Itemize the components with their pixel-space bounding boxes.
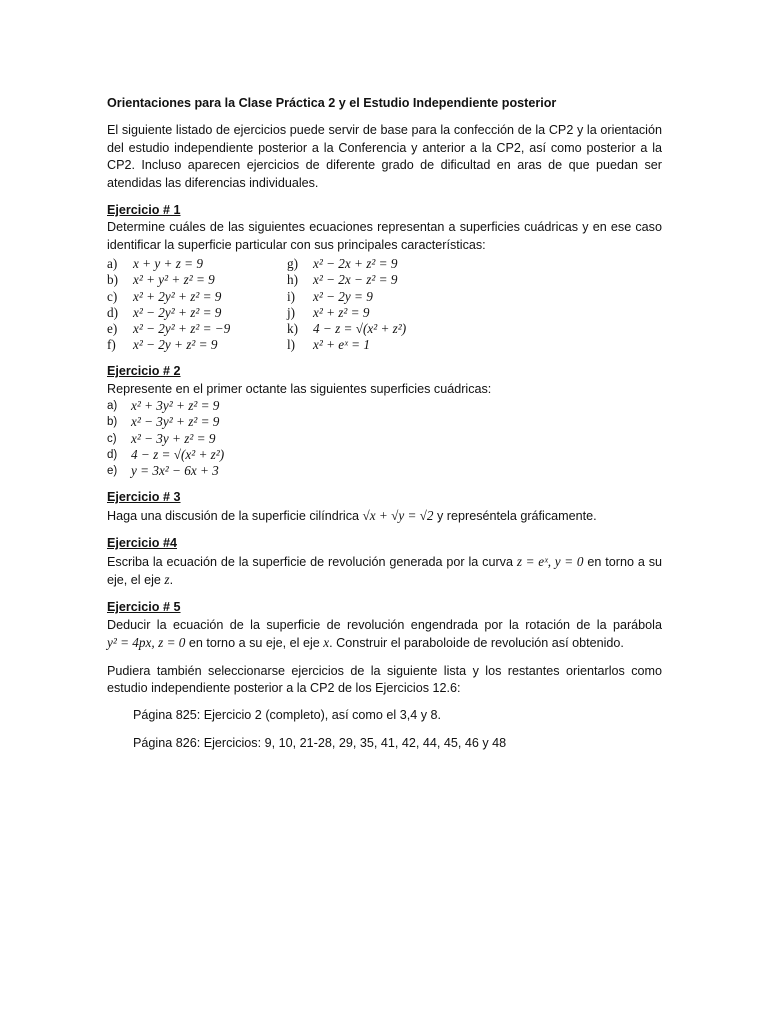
equation-item (107, 321, 287, 337)
exercise-5-heading: Ejercicio # 5 (107, 600, 181, 615)
exercise-4-text-end: . (169, 572, 174, 587)
page-826-reference: Página 826: Ejercicios: 9, 10, 21-28, 29, 35, 41, 42, 44, 45, 46 y 48 (133, 735, 507, 750)
equation-item (107, 431, 662, 447)
equation-item (287, 337, 467, 353)
equation-item (107, 272, 287, 288)
item-letter: j) (287, 304, 296, 320)
equation: x² − 2x − z² = 9 (313, 272, 398, 288)
equation: x² − 2y = 9 (313, 288, 373, 304)
equation: 4 − z = √(x² + z²) (313, 321, 407, 337)
item-letter: c) (107, 432, 117, 445)
exercise-5-parabola: y² = 4px, (107, 635, 155, 651)
equation-item (107, 447, 662, 463)
equation-item (287, 321, 467, 337)
item-letter: h) (287, 272, 298, 288)
equation: 4 − z = √(x² + z²) (131, 446, 225, 462)
exercise-2 (107, 363, 662, 479)
equations-left-column (107, 256, 287, 353)
exercise-3-text-start: Haga una discusión de la superficie cilíndrica (107, 508, 363, 523)
exercise-4-text-start: Escriba la ecuación de la superficie de revolución generada por la curva (107, 554, 517, 569)
equation: x² + y² + z² = 9 (133, 272, 215, 288)
document-content (107, 95, 662, 762)
exercise-1 (107, 202, 662, 353)
exercise-1-text: Determine cuáles de las siguientes ecuaciones representan a superficies cuádricas y en ese caso identificar la superficie particular con sus principales características: (107, 220, 662, 252)
equation-item (287, 256, 467, 272)
exercise-5-axis: x (323, 635, 330, 651)
item-letter: d) (107, 304, 118, 320)
exercise-3-text-end: y represéntela gráficamente. (433, 508, 597, 523)
exercise-4-heading: Ejercicio #4 (107, 536, 178, 551)
equation: x² − 3y + z² = 9 (131, 430, 216, 446)
equation: x² + 3y² + z² = 9 (131, 398, 220, 414)
document-title: Orientaciones para la Clase Práctica 2 y el Estudio Independiente posterior (107, 96, 557, 110)
item-letter: a) (107, 256, 118, 272)
exercise-4-text-mid: en torno a su eje, el eje (107, 554, 663, 587)
equation-item (107, 256, 287, 272)
exercise-1-heading: Ejercicio # 1 (107, 203, 181, 218)
equation-item (287, 289, 467, 305)
exercise-2-heading: Ejercicio # 2 (107, 364, 181, 379)
equation-item (107, 414, 662, 430)
equation: x² + eˣ = 1 (313, 337, 370, 353)
exercise-3-text (107, 507, 662, 525)
equation: x² − 2y² + z² = 9 (133, 304, 222, 320)
item-letter: b) (107, 416, 118, 429)
exercise-2-equations (107, 398, 662, 479)
item-letter: a) (107, 400, 118, 413)
exercise-5 (107, 599, 662, 652)
equation: x² − 3y² + z² = 9 (131, 414, 220, 430)
closing-paragraph: Pudiera también seleccionarse ejercicios de la siguiente lista y los restantes orientarlos como estudio independiente posterior a la CP2 de los Ejercicios 12.6: (107, 663, 662, 695)
exercise-5-plane: z = 0 (158, 635, 186, 651)
item-letter: e) (107, 321, 118, 337)
item-letter: i) (287, 288, 296, 304)
item-letter: d) (107, 448, 118, 461)
equation-item (107, 289, 287, 305)
page-825-reference: Página 825: Ejercicio 2 (completo), así como el 3,4 y 8. (133, 708, 441, 723)
equation: x² + 2y² + z² = 9 (133, 288, 222, 304)
equation-item (287, 305, 467, 321)
equation: x² + z² = 9 (313, 304, 370, 320)
exercise-5-text (107, 617, 662, 653)
item-letter: f) (107, 337, 116, 353)
item-letter: b) (107, 272, 118, 288)
exercise-2-text: Represente en el primer octante las siguientes superficies cuádricas: (107, 381, 492, 396)
exercise-5-text-start: Deducir la ecuación de la superficie de revolución engendrada por la rotación de la parábola (107, 617, 662, 632)
exercise-4-text (107, 553, 662, 590)
exercise-3 (107, 489, 662, 525)
equation-item (107, 337, 287, 353)
item-letter: l) (287, 337, 296, 353)
equation: x² − 2y + z² = 9 (133, 337, 218, 353)
item-letter: e) (107, 465, 118, 478)
exercise-4-axis: z (164, 571, 170, 587)
item-letter: g) (287, 256, 298, 272)
equations-right-column (287, 256, 467, 353)
exercise-5-text-mid: en torno a su eje, el eje (185, 636, 324, 651)
exercise-5-text-end: . Construir el paraboloide de revolución así obtenido. (329, 636, 624, 651)
item-letter: c) (107, 288, 118, 304)
equation-item (107, 463, 662, 479)
equation: y = 3x² − 6x + 3 (131, 463, 219, 479)
intro-paragraph: El siguiente listado de ejercicios puede servir de base para la confección de la CP2 y la orientación del estudio independiente posterior a la Conferencia y anterior a la CP2, así como posterior a la CP2. Incluso aparecen ejercicios de diferente grado de dificultad en aras de que puedan ser atendidas las diferencias individuales. (107, 123, 662, 190)
equation: x² − 2x + z² = 9 (313, 256, 398, 272)
exercise-3-equation: √x + √y = √2 (362, 507, 434, 523)
equation-item (107, 398, 662, 414)
equation-item (107, 305, 287, 321)
exercise-1-equations (107, 256, 662, 353)
equation-item (287, 272, 467, 288)
exercise-4 (107, 535, 662, 589)
item-letter: k) (287, 321, 298, 337)
exercise-4-curve: z = eˣ, y = 0 (516, 553, 584, 569)
exercise-3-heading: Ejercicio # 3 (107, 490, 181, 505)
equation: x + y + z = 9 (133, 256, 203, 272)
equation: x² − 2y² + z² = −9 (133, 321, 231, 337)
